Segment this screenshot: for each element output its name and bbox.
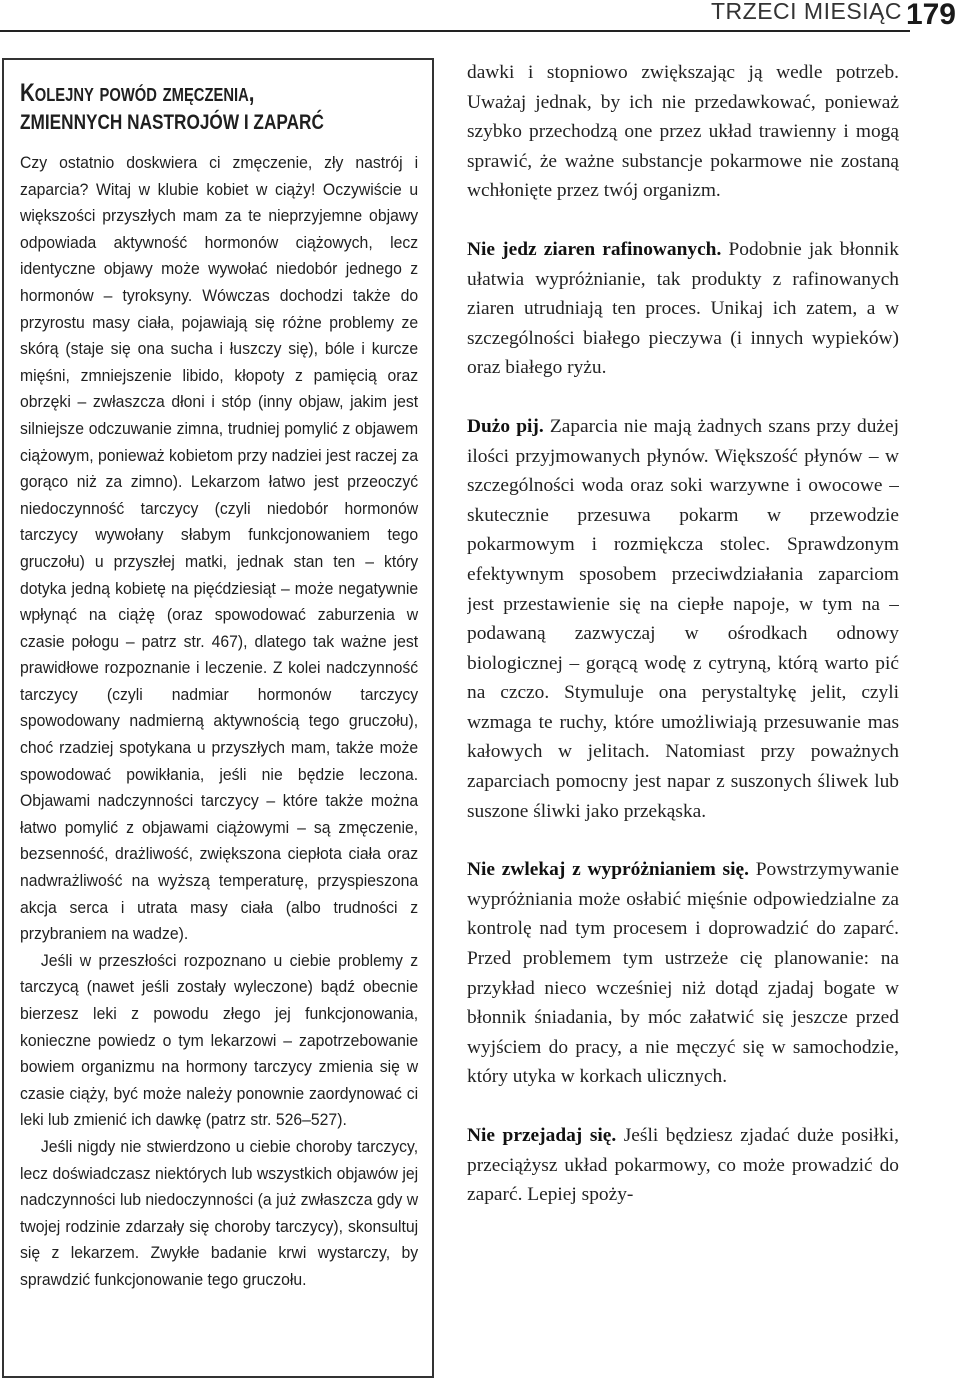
section-text: Powstrzymywanie wypróżniania może osłabić mięśnie odpowiedzialne za kontrolę nad tym procesem i doprowadzić do zaparć. Przed problemem tym ustrzeże cię planowanie: na przykład nieco wcześniej niż dotąd zjadaj bogate w błonnik śniadania, by móc załatwić się jeszcze przed wyjściem do pracy, a nie męczyć się w samochodzie, który utyka w korkach ulicznych.: [467, 859, 899, 1088]
page-number: 179: [905, 0, 956, 31]
header-rule: [0, 30, 910, 32]
box-paragraph-2: Jeśli w przeszłości rozpoznano u ciebie problemy z tarczycą (nawet jeśli zostały wyleczone) bądź obecnie bierzesz leki z powodu złego jej funkcjonowania, konieczne powiedz o tym lekarzowi – zapotrzebowanie bowiem organizmu na hormony tarczycy zmienia się w czasie ciąży, być może należy ponownie zaordynować ci leki lub zmienić ich dawkę (patrz str. 526–527).: [20, 950, 419, 1130]
box-paragraph-3: Jeśli nigdy nie stwierdzono u ciebie choroby tarczycy, lecz doświadczasz niektórych lub wszystkich objawów jej nadczynności lub niedoczynności (a już zwłaszcza gdy w twojej rodzinie zdarzały się choroby tarczycy), skonsultuj się z lekarzem. Zwykłe badanie krwi wystarczy, by sprawdzić funkcjonowanie tego gruczołu.: [20, 1136, 419, 1289]
box-body: [20, 150, 418, 1294]
sidebar-box: [2, 58, 434, 1378]
intro-paragraph: dawki i stopniowo zwiększając ją wedle potrzeb. Uważaj jednak, by ich nie przedawkować, ponieważ szybko przechodzą one przez układ trawienny i mogą sprawić, że ważne substancje pokarmowe nie zostaną wchłonięte przez twój organizm.: [467, 62, 899, 202]
box-title-line-2: ZMIENNYCH NASTROJÓW I ZAPARĆ: [20, 111, 324, 134]
section-text: Zaparcia nie mają żadnych szans przy dużej ilości przyjmowanych płynów. Większość płynów – w szczególności woda oraz soki warzywne i owocowe – skutecznie przesuwa pokarm w przewodzie pokarmowym i rozmiękcza stolec. Sprawdzonym efektywnym sposobem przeciwdziałania zaparciom jest przestawienie się na ciepłe napoje, w tym na – podawaną zazwyczaj w ośrodkach odnowy biologicznej – gorącą wodę z cytryną, którą warto pić na czczo. Stymuluje ona perystaltykę jelit, czyli wzmaga te ruchy, które umożliwiają przesuwanie mas kałowych w jelitach. Natomiast przy poważnych zaparciach pomocny jest napar z suszonych śliwek lub suszone śliwki jako przekąska.: [467, 415, 899, 822]
section-text: Podobnie jak błonnik ułatwia wypróżnianie, tak produkty z rafinowanych ziaren utrudniają ten proces. Unikaj ich zatem, a w szczególności białego pieczywa (i innych wypieków) oraz białego ryżu.: [467, 238, 899, 379]
section-heading: Nie jedz ziaren rafinowanych.: [467, 238, 722, 260]
box-title-line-1: Kolejny powód zmęczenia,: [20, 79, 255, 107]
box-title: [20, 78, 418, 138]
box-paragraph-1: Czy ostatnio doskwiera ci zmęczenie, zły nastrój i zaparcia? Witaj w klubie kobiet w ciąży! Oczywiście u większości przyszłych mam za te nieprzyjemne objawy odpowiada aktywność hormonów ciążowych, lecz identyczne objawy może wywołać niedobór jednego z hormonów – tyroksyny. Wówczas dochodzi także do przyrostu masy ciała, pojawiają się różne problemy ze skórą (staje się ona sucha i łuszczy się), bóle i kurcze mięśni, zmniejszenie libido, kłopoty z pamięcią oraz obrzęki – zwłaszcza dłoni i stóp (inny objaw, jakim jest silniejsze odczuwanie zimna, trudniej pomylić z objawem ciążowym, ponieważ kobietom przy nadziei jest raczej za gorąco niż za zimno). Lekarzom łatwo jest przeoczyć niedoczynność tarczycy (czyli niedobór hormonów tarczycy wywołany słabym funkcjonowaniem tego gruczołu) u przyszłej matki, jednak stan ten – który dotyka jedną kobietę na pięćdziesiąt – może negatywnie wpłynąć na ciążę (oraz spowodować zaburzenia w czasie połogu – patrz str. 467), dlatego tak ważne jest prawidłowe rozpoznanie i leczenie. Z kolei nadczynność tarczycy (czyli nadmiar hormonów tarczycy spowodowany nadmierną aktywnością tego gruczołu), choć rzadziej spotykana u przyszłych mam, także może spowodować powikłania, jeśli nie będzie leczona. Objawami nadczynności tarczycy – które także można łatwo pomylić z objawami ciążowymi – są zmęczenie, bezsenność, drażliwość, zwiększona ciepłota ciała oraz nadwrażliwość na wyższą temperaturę, przyspieszona akcja serca i utrata masy ciała (albo trudności z przybraniem na wadze).: [20, 153, 419, 944]
running-head: TRZECI MIESIĄC: [710, 0, 902, 24]
main-column: [467, 58, 899, 1388]
section-drink-a-lot: [467, 412, 899, 826]
section-heading: Dużo pij.: [467, 415, 544, 437]
section-no-refined-grains: [467, 235, 899, 383]
section-text: Jeśli będziesz zjadać duże posiłki, przeciążysz układ pokarmowy, co może prowadzić do zaparć. Lepiej spoży-: [467, 1125, 899, 1206]
section-heading: Nie przejadaj się.: [467, 1125, 617, 1146]
section-dont-delay: [467, 855, 899, 1092]
section-dont-overeat: [467, 1121, 899, 1210]
section-heading: Nie zwlekaj z wypróżnianiem się.: [467, 859, 749, 881]
